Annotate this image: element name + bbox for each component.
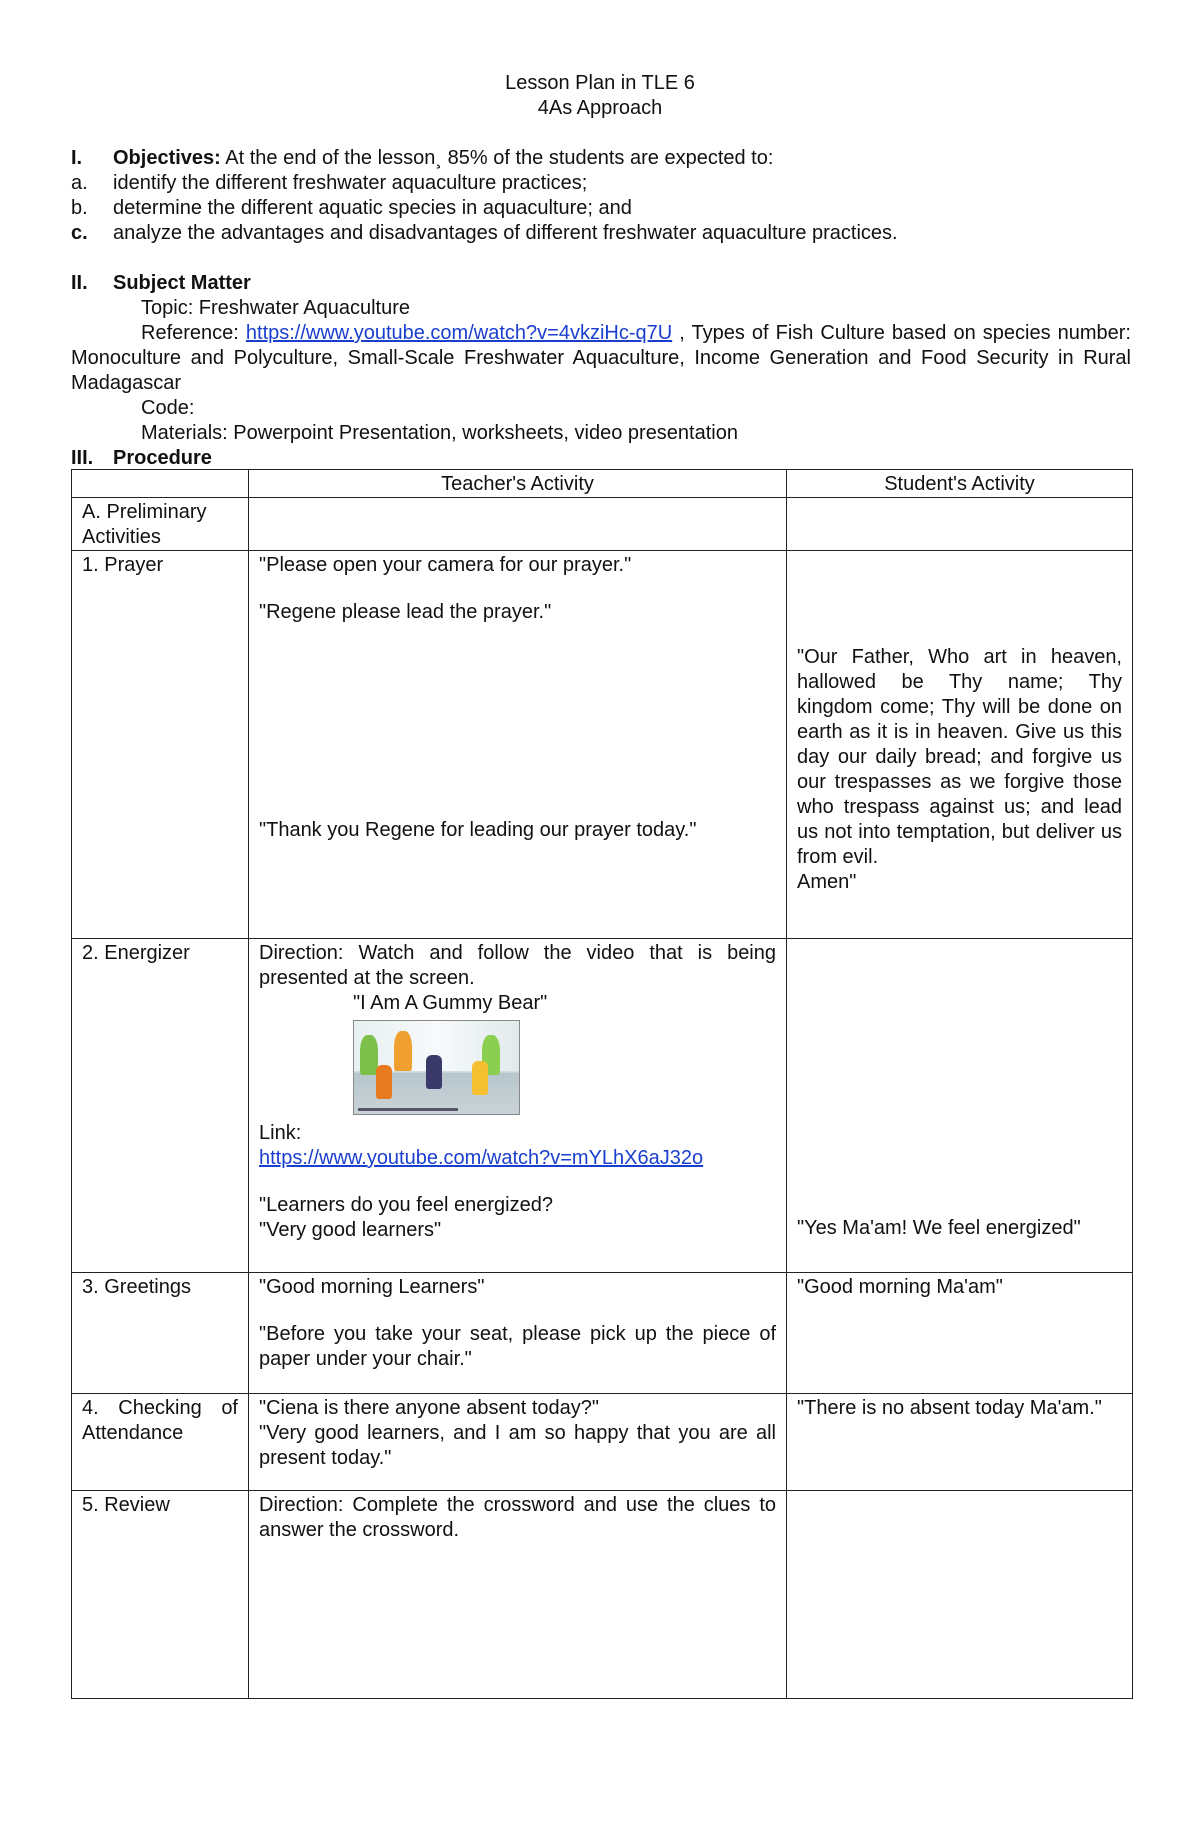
objectives-heading: Objectives: (113, 147, 221, 169)
procedure-table (71, 469, 1133, 1699)
greetings-teacher-cell (249, 1273, 787, 1394)
objective-c-text: analyze the advantages and disadvantages of different freshwater aquaculture practices. (113, 222, 898, 244)
attendance-teacher-cell (249, 1394, 787, 1491)
attendance-label: 4. Checking of Attendance (72, 1394, 249, 1491)
subject-materials: Materials: Powerpoint Presentation, worksheets, video presentation (141, 422, 738, 444)
energizer-link[interactable]: https://www.youtube.com/watch?v=mYLhX6aJ32o (259, 1147, 704, 1169)
objective-c-letter: c. (71, 222, 88, 244)
objectives-intro: At the end of the lesson¸ 85% of the students are expected to: (225, 147, 774, 169)
reference-label: Reference: (141, 322, 239, 344)
greetings-student-line: "Good morning Ma'am" (787, 1273, 1133, 1394)
review-label: 5. Review (72, 1491, 249, 1699)
prayer-label: 1. Prayer (72, 551, 249, 939)
teacher-activity-header: Teacher's Activity (249, 470, 787, 498)
energizer-direction: Direction: Watch and follow the video that is being presented at the screen. (259, 942, 776, 989)
greetings-label: 3. Greetings (72, 1273, 249, 1394)
table-row (72, 939, 1133, 1273)
subject-reference (71, 321, 1131, 396)
energizer-student-line: "Yes Ma'am! We feel energized" (797, 1217, 1081, 1239)
objectives-heading-line (113, 146, 773, 171)
energizer-teacher-line: "Learners do you feel energized? (259, 1194, 553, 1216)
energizer-song: "I Am A Gummy Bear" (353, 992, 548, 1014)
subject-topic: Topic: Freshwater Aquaculture (141, 297, 411, 319)
header-empty-cell (72, 470, 249, 498)
prayer-student-text: "Our Father, Who art in heaven, hallowed be Thy name; Thy kingdom come; Thy will be done on earth as it is in heaven. Give us this day our daily bread; and forgive us our trespasses as we forgive those who trespass against us; and lead us not into temptation, but deliver us from evil. (797, 646, 1122, 868)
document-title: Lesson Plan in TLE 6 (505, 72, 695, 94)
prayer-student-cell (787, 551, 1133, 939)
reference-text: , Types of Fish Culture based on species number: Monoculture and Polyculture, Small-Scale Freshwater Aquaculture, Income Generation and Food Security in Rural Madagascar (71, 322, 1131, 394)
objective-b-letter: b. (71, 197, 88, 219)
energizer-link-label: Link: (259, 1122, 302, 1144)
energizer-label: 2. Energizer (72, 939, 249, 1273)
table-row (72, 551, 1133, 939)
document-subtitle: 4As Approach (537, 97, 663, 119)
table-row (72, 498, 1133, 551)
review-teacher-line: Direction: Complete the crossword and use the clues to answer the crossword. (249, 1491, 787, 1699)
greetings-teacher-line: "Before you take your seat, please pick up the piece of paper under your chair." (259, 1323, 776, 1370)
subject-code: Code: (141, 397, 195, 419)
prayer-student-amen: Amen" (797, 871, 857, 893)
prayer-teacher-line: "Thank you Regene for leading our prayer today." (259, 819, 697, 841)
cell-empty (787, 1491, 1133, 1699)
prayer-teacher-line: "Please open your camera for our prayer." (259, 554, 632, 576)
cell-empty (787, 498, 1133, 551)
prayer-teacher-line: "Regene please lead the prayer." (259, 601, 552, 623)
student-activity-header: Student's Activity (787, 470, 1133, 498)
procedure-heading: Procedure (113, 447, 212, 469)
energizer-teacher-line: "Very good learners" (259, 1219, 442, 1241)
prayer-teacher-cell (249, 551, 787, 939)
subject-number: II. (71, 272, 88, 294)
table-header-row (72, 470, 1133, 498)
objectives-number: I. (71, 147, 83, 169)
objective-a-letter: a. (71, 172, 88, 194)
attendance-teacher-line: "Ciena is there anyone absent today?" (259, 1397, 599, 1419)
greetings-teacher-line: "Good morning Learners" (259, 1276, 485, 1298)
objective-b-text: determine the different aquatic species in aquaculture; and (113, 197, 632, 219)
table-row (72, 1394, 1133, 1491)
attendance-student-line: "There is no absent today Ma'am." (787, 1394, 1133, 1491)
cell-empty (249, 498, 787, 551)
objective-a-text: identify the different freshwater aquaculture practices; (113, 172, 588, 194)
procedure-number: III. (71, 447, 94, 469)
table-row (72, 1273, 1133, 1394)
preliminary-label: A. Preliminary Activities (72, 498, 249, 551)
energizer-teacher-cell (249, 939, 787, 1273)
energizer-student-cell (787, 939, 1133, 1273)
subject-heading: Subject Matter (113, 272, 251, 294)
table-row (72, 1491, 1133, 1699)
video-thumbnail[interactable] (353, 1020, 520, 1115)
reference-link[interactable]: https://www.youtube.com/watch?v=4vkziHc-q7U (245, 322, 673, 344)
attendance-teacher-line: "Very good learners, and I am so happy that you are all present today." (259, 1422, 776, 1469)
